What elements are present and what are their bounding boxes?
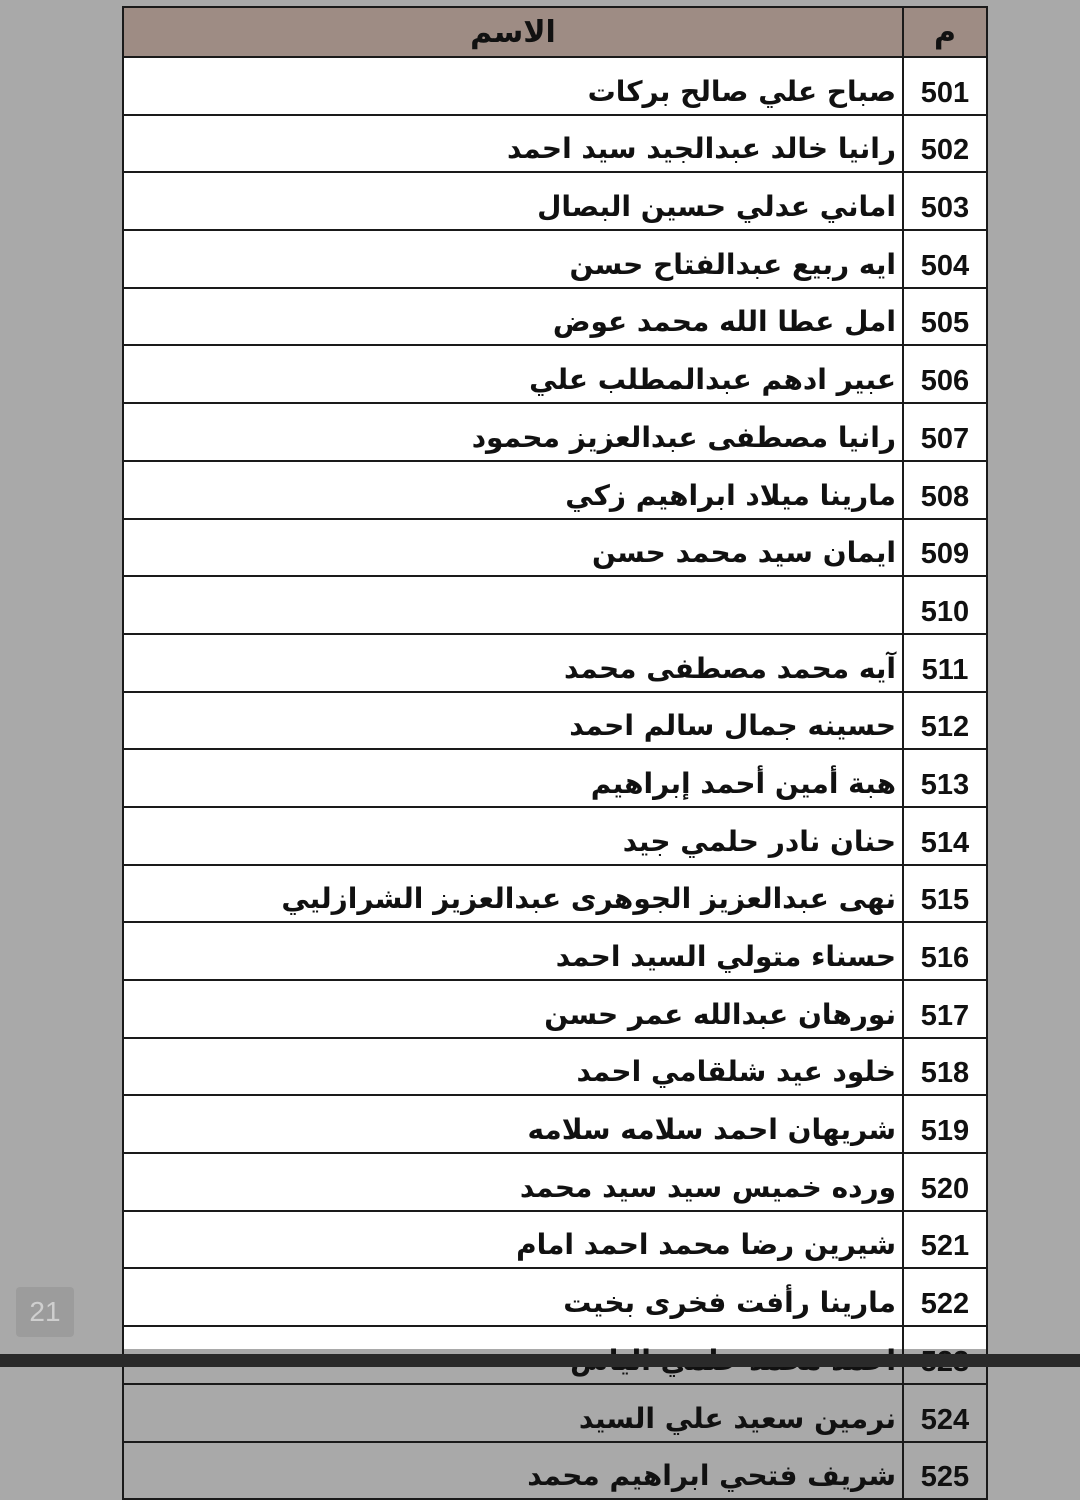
row-number: 508	[903, 461, 987, 519]
table-row	[123, 980, 987, 1038]
table-body	[123, 57, 987, 1499]
table-row	[123, 749, 987, 807]
table-row	[123, 115, 987, 173]
row-number: 501	[903, 57, 987, 115]
row-name: عبير ادهم عبدالمطلب علي	[123, 345, 903, 403]
table-header-row	[123, 7, 987, 57]
row-name: حنان نادر حلمي جيد	[123, 807, 903, 865]
row-name: آيه محمد مصطفى محمد	[123, 634, 903, 692]
row-number: 519	[903, 1095, 987, 1153]
table-row	[123, 519, 987, 577]
row-name: ورده خميس سيد سيد محمد	[123, 1153, 903, 1211]
row-name: نرمين سعيد علي السيد	[123, 1384, 903, 1442]
table-row	[123, 1442, 987, 1500]
row-name: نهى عبدالعزيز الجوهرى عبدالعزيز الشرازليي	[123, 865, 903, 923]
row-name: حسينه جمال سالم احمد	[123, 692, 903, 750]
table-row	[123, 1153, 987, 1211]
table-row	[123, 403, 987, 461]
table-row	[123, 345, 987, 403]
header-name: الاسم	[123, 7, 903, 57]
page-number-badge[interactable]: 21	[16, 1287, 74, 1337]
row-number: 502	[903, 115, 987, 173]
row-name: اماني عدلي حسين البصال	[123, 172, 903, 230]
table-row	[123, 461, 987, 519]
header-number: م	[903, 7, 987, 57]
row-number: 514	[903, 807, 987, 865]
row-name: رانيا مصطفى عبدالعزيز محمود	[123, 403, 903, 461]
row-name	[123, 576, 903, 634]
row-name: نورهان عبدالله عمر حسن	[123, 980, 903, 1038]
row-number: 516	[903, 922, 987, 980]
row-name: مارينا رأفت فخرى بخيت	[123, 1268, 903, 1326]
row-number: 510	[903, 576, 987, 634]
row-name: خلود عيد شلقامي احمد	[123, 1038, 903, 1096]
row-number: 522	[903, 1268, 987, 1326]
row-name: شيرين رضا محمد احمد امام	[123, 1211, 903, 1269]
table-row	[123, 576, 987, 634]
row-name: شريف فتحي ابراهيم محمد	[123, 1442, 903, 1500]
row-name: ايه ربيع عبدالفتاح حسن	[123, 230, 903, 288]
table-row	[123, 1095, 987, 1153]
row-number: 521	[903, 1211, 987, 1269]
row-number: 520	[903, 1153, 987, 1211]
row-name: مارينا ميلاد ابراهيم زكي	[123, 461, 903, 519]
row-name: حسناء متولي السيد احمد	[123, 922, 903, 980]
table-row	[123, 1268, 987, 1326]
table-row	[123, 1211, 987, 1269]
row-number: 504	[903, 230, 987, 288]
table-row	[123, 922, 987, 980]
table-row	[123, 172, 987, 230]
row-number: 507	[903, 403, 987, 461]
row-number: 525	[903, 1442, 987, 1500]
table-row	[123, 57, 987, 115]
names-table	[122, 6, 988, 1500]
row-number: 518	[903, 1038, 987, 1096]
table-row	[123, 692, 987, 750]
document-sheet	[122, 6, 988, 1494]
row-name: صباح علي صالح بركات	[123, 57, 903, 115]
table-row	[123, 1384, 987, 1442]
row-name: شريهان احمد سلامه سلامه	[123, 1095, 903, 1153]
row-number: 524	[903, 1384, 987, 1442]
table-row	[123, 634, 987, 692]
row-name: امل عطا الله محمد عوض	[123, 288, 903, 346]
row-name: ايمان سيد محمد حسن	[123, 519, 903, 577]
row-name: رانيا خالد عبدالجيد سيد احمد	[123, 115, 903, 173]
row-number: 505	[903, 288, 987, 346]
row-name: هبة أمين أحمد إبراهيم	[123, 749, 903, 807]
table-row	[123, 865, 987, 923]
table-row	[123, 230, 987, 288]
table-row	[123, 288, 987, 346]
bottom-bar	[0, 1354, 1080, 1367]
row-number: 512	[903, 692, 987, 750]
row-number: 503	[903, 172, 987, 230]
table-row	[123, 807, 987, 865]
row-number: 511	[903, 634, 987, 692]
row-number: 509	[903, 519, 987, 577]
row-number: 515	[903, 865, 987, 923]
table-row	[123, 1038, 987, 1096]
row-number: 513	[903, 749, 987, 807]
row-number: 517	[903, 980, 987, 1038]
row-number: 506	[903, 345, 987, 403]
